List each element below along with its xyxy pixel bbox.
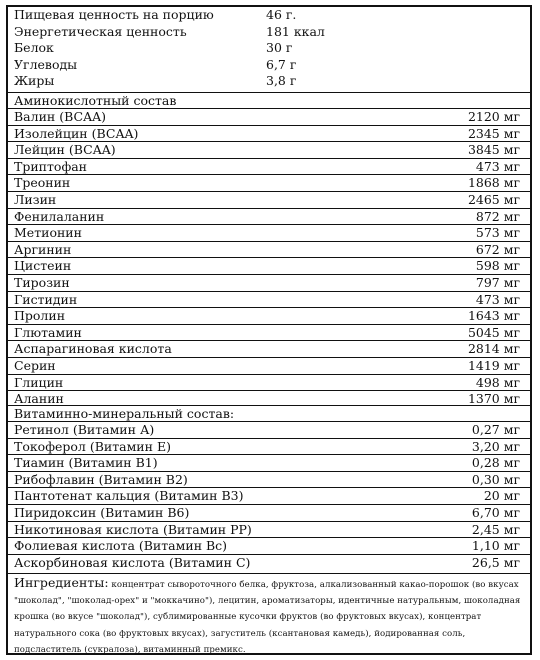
amino-acid-row [8,125,530,142]
amino-acid-row-value: 573 мг [475,225,520,241]
amino-acid-row [8,257,530,274]
amino-acid-row-value: 1419 мг [467,358,520,373]
amino-acid-row [8,108,530,125]
vitamin-row-value: 1,10 мг [471,538,520,554]
amino-acid-row-name: Глютамин [14,324,82,340]
amino-acid-row-name: Метионин [14,225,82,241]
amino-acid-row [8,357,530,374]
amino-acid-row-value: 2465 мг [467,192,520,207]
ingredients-text: концентрат сывороточного белка, фруктоза, алкализованный какао-порошок (во вкусах "шоколад", "шоколад-орех" и "моккачино"), лецитин, ароматизаторы, идентичные натуральным, шоколадная крошка (во вкусе "шоколад"), сублимированные кусочки фруктов (во фруктовых вкусах), концентрат натурального сока (во фруктовых вкусах), загуститель (ксантановая камедь), йодированная соль, подсластитель (сукралоза), витаминный премикс. [14,580,521,655]
vitamin-row-value: 0,30 мг [471,471,520,487]
amino-acid-row [8,291,530,308]
amino-acid-row-value: 2345 мг [467,125,520,141]
vitamin-row [8,421,530,438]
amino-acid-row-value: 1370 мг [467,391,520,407]
amino-acid-row-name: Лизин [14,192,57,207]
amino-acid-row-name: Треонин [14,175,71,191]
protein-name: Белок [14,40,54,55]
amino-acid-row-value: 797 мг [475,275,520,290]
vitamin-row-value: 3,20 мг [471,438,520,454]
amino-acid-row-name: Глицин [14,374,64,390]
carbs-value: 6,7 г [266,56,297,72]
amino-acid-row-name: Аргинин [14,241,72,257]
vitamin-row-name: Никотиновая кислота (Витамин РР) [14,521,252,537]
amino-acid-row-name: Изолейцин (BCAA) [14,125,139,141]
amino-acid-row [8,324,530,341]
vitamin-row-name: Токоферол (Витамин Е) [14,438,171,454]
vitamin-row [8,521,530,538]
amino-section-header [8,92,530,108]
amino-acid-row [8,158,530,175]
vitamin-row [8,471,530,488]
amino-acid-row [8,241,530,258]
amino-acid-row-value: 2120 мг [467,109,520,124]
ingredients-block [8,573,530,658]
vitamin-row [8,487,530,504]
amino-acid-row-value: 1643 мг [467,308,520,324]
carbs-row [8,57,530,73]
amino-acid-row [8,224,530,241]
amino-acid-row-value: 598 мг [475,258,520,274]
vitamin-row [8,438,530,455]
vitamin-row-value: 6,70 мг [471,505,520,520]
amino-section-title: Аминокислотный состав [14,93,177,108]
vitamin-row-name: Пантотенат кальция (Витамин В3) [14,488,244,504]
carbs-name: Углеводы [14,56,78,72]
vitamin-row [8,554,530,571]
serving-row [8,7,530,23]
amino-acid-row-name: Лейцин (BCAA) [14,142,116,158]
vitamin-row [8,537,530,554]
amino-acid-row [8,340,530,357]
vitamin-row-value: 0,27 мг [471,422,520,437]
fat-row [8,73,530,89]
vitamin-row-name: Пиридоксин (Витамин В6) [14,505,190,520]
amino-acid-row-value: 872 мг [475,208,520,224]
amino-acid-row [8,374,530,391]
serving-value: 46 г. [266,7,297,22]
amino-acid-row [8,174,530,191]
amino-acid-row-value: 3845 мг [467,142,520,158]
amino-acid-row-name: Аланин [14,391,64,407]
amino-acid-row-name: Тирозин [14,275,70,290]
vitamin-row-value: 20 мг [483,488,520,504]
vitamin-row-name: Фолиевая кислота (Витамин Вс) [14,538,228,554]
vitamin-row-value: 0,28 мг [471,455,520,471]
fat-value: 3,8 г [266,73,297,88]
amino-acid-row-value: 2814 мг [467,341,520,357]
ingredients-label: Ингредиенты: [14,575,109,590]
amino-acid-row-name: Серин [14,358,56,373]
amino-acid-row-name: Гистидин [14,291,78,307]
amino-acid-row [8,191,530,208]
protein-row [8,40,530,56]
vitamin-section-header [8,405,530,421]
vitamin-row-value: 26,5 мг [471,554,520,570]
amino-acid-row-value: 473 мг [475,291,520,307]
amino-acid-row-name: Фенилаланин [14,208,105,224]
vitamin-row-value: 2,45 мг [471,521,520,537]
amino-acid-row [8,307,530,324]
energy-row [8,24,530,40]
amino-acid-row-value: 1868 мг [467,175,520,191]
amino-acid-row-value: 672 мг [475,241,520,257]
fat-name: Жиры [14,73,55,88]
vitamin-row [8,454,530,471]
amino-acid-row [8,274,530,291]
vitamin-row-name: Тиамин (Витамин В1) [14,455,158,471]
vitamin-row-name: Аскорбиновая кислота (Витамин С) [14,554,251,570]
amino-acid-row [8,208,530,225]
amino-acid-row-value: 498 мг [475,374,520,390]
vitamin-row-name: Рибофлавин (Витамин В2) [14,471,188,487]
energy-name: Энергетическая ценность [14,23,187,39]
amino-acid-row-name: Пролин [14,308,66,324]
amino-acid-row-value: 473 мг [475,158,520,174]
energy-value: 181 ккал [266,23,325,39]
vitamin-row [8,504,530,521]
amino-acid-row [8,141,530,158]
amino-acid-row-name: Валин (BCAA) [14,109,107,124]
vitamin-row-name: Ретинол (Витамин А) [14,422,155,437]
protein-value: 30 г [266,40,293,55]
amino-acid-row-name: Цистеин [14,258,72,274]
serving-name: Пищевая ценность на порцию [14,7,214,22]
vitamin-section-title: Витаминно-минеральный состав: [14,406,235,421]
amino-acid-row-name: Триптофан [14,158,88,174]
amino-acid-row-value: 5045 мг [467,324,520,340]
amino-acid-row-name: Аспарагиновая кислота [14,341,172,357]
nutrition-facts-table [6,5,532,655]
